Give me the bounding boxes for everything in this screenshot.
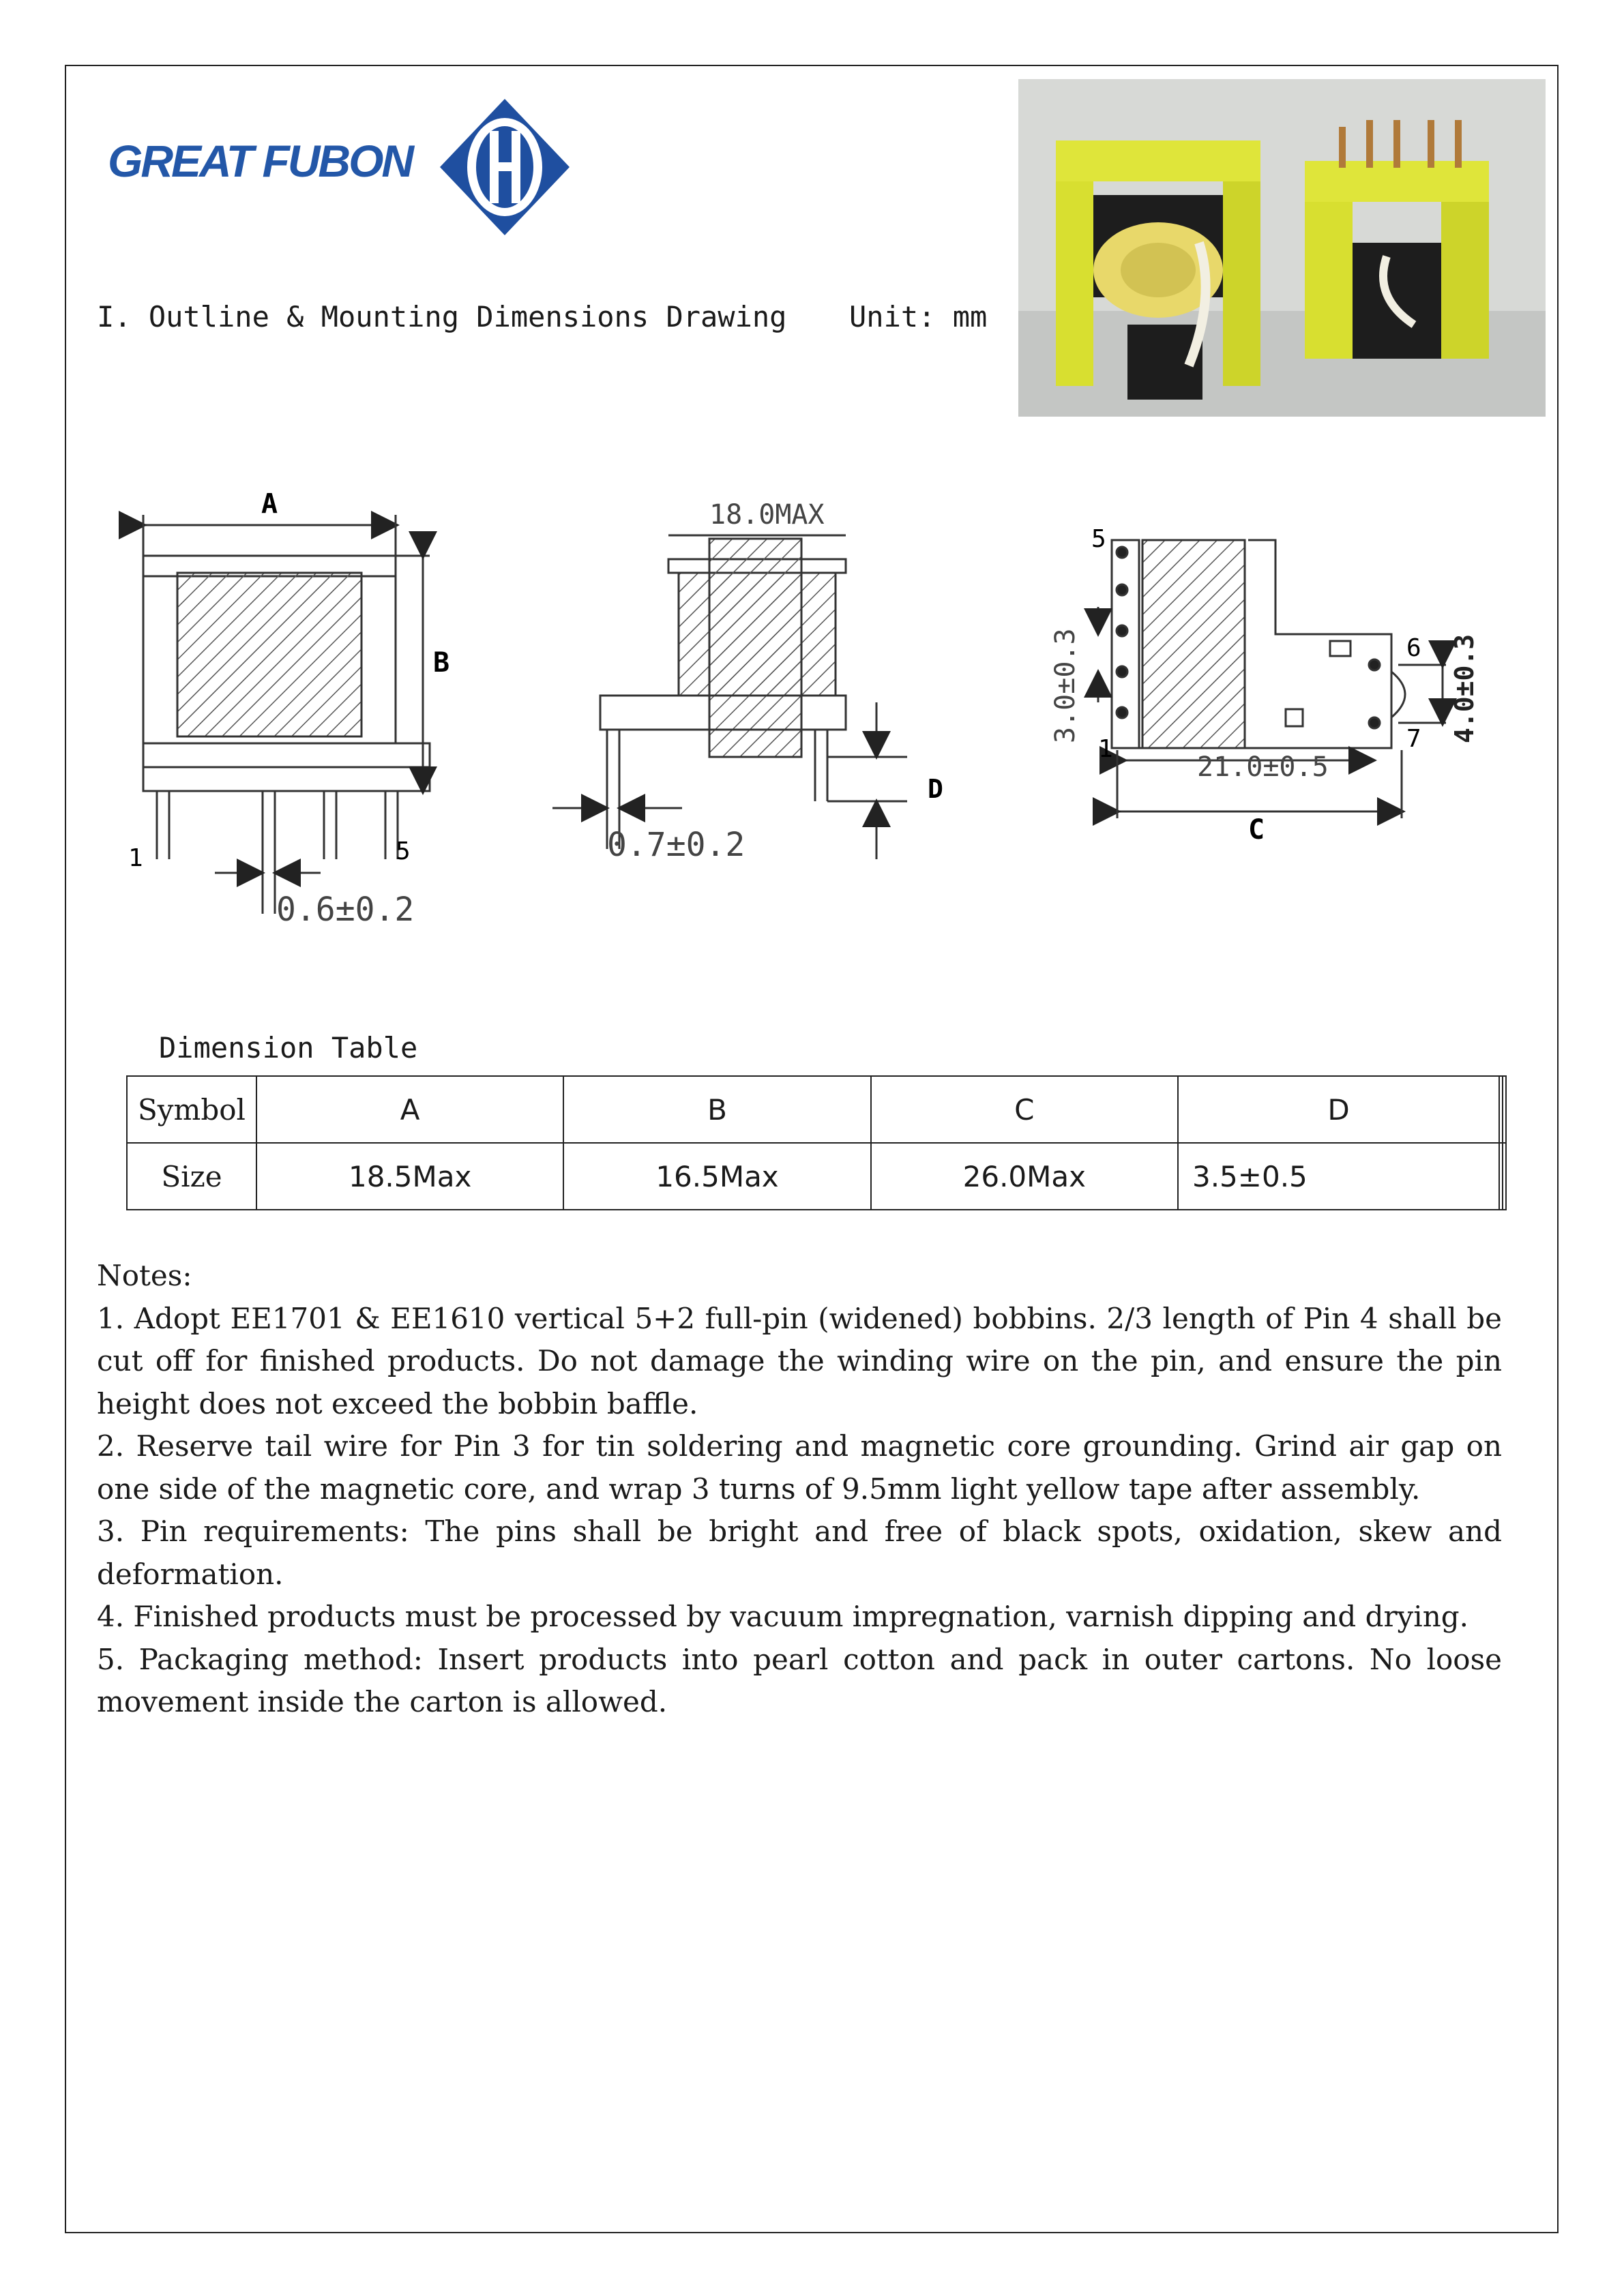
label-c: C bbox=[1248, 814, 1265, 846]
pin-1-label: 1 bbox=[128, 844, 143, 872]
note-item: 2. Reserve tail wire for Pin 3 for tin soldering and magnetic core grounding. Grind air gap on one side of the magnetic core, and wrap 3 turns of 9.5mm light yellow tape after assembly. bbox=[97, 1429, 1502, 1506]
unit-label: Unit: mm bbox=[849, 300, 988, 333]
symbol-cell: D bbox=[1178, 1076, 1499, 1143]
outline-dimension-drawing bbox=[116, 477, 1507, 941]
pin-1-side-label: 1 bbox=[1098, 735, 1113, 763]
size-header: Size bbox=[127, 1143, 256, 1210]
table-caption: Dimension Table bbox=[159, 1031, 418, 1064]
symbol-cell bbox=[1503, 1076, 1506, 1143]
dimension-table bbox=[126, 1075, 1507, 1210]
note-item: 1. Adopt EE1701 & EE1610 vertical 5+2 full-pin (widened) bobbins. 2/3 length of Pin 4 shall be cut off for finished products. Do not damage the winding wire on the pin, and ensure the pin height does not exceed the bobbin baffle. bbox=[97, 1301, 1502, 1420]
section-title: I. Outline & Mounting Dimensions Drawing bbox=[97, 300, 787, 333]
max-width-label: 18.0MAX bbox=[709, 499, 825, 531]
gap-tolerance: 4.0±0.3 bbox=[1449, 633, 1479, 743]
size-cell: 18.5Max bbox=[256, 1143, 563, 1210]
note-item: 5. Packaging method: Insert products into pearl cotton and pack in outer cartons. No loose movement inside the carton is allowed. bbox=[97, 1642, 1502, 1718]
note-item: 3. Pin requirements: The pins shall be bright and free of black spots, oxidation, skew and deformation. bbox=[97, 1515, 1502, 1591]
pitch-tolerance: 3.0±0.3 bbox=[1050, 628, 1081, 743]
size-cell: 3.5±0.5 bbox=[1178, 1143, 1499, 1210]
symbol-cell: A bbox=[256, 1076, 563, 1143]
pin-thickness-tolerance: 0.7±0.2 bbox=[607, 826, 745, 864]
span-tolerance: 21.0±0.5 bbox=[1197, 751, 1329, 783]
symbol-cell: B bbox=[563, 1076, 870, 1143]
notes-title: Notes: bbox=[97, 1259, 192, 1292]
pin-5-label: 5 bbox=[396, 837, 411, 865]
side-view bbox=[552, 535, 907, 859]
pin-width-tolerance: 0.6±0.2 bbox=[276, 891, 415, 929]
label-d: D bbox=[928, 774, 943, 804]
pin-6-label: 6 bbox=[1406, 634, 1421, 662]
notes-section bbox=[97, 1255, 1502, 1724]
front-view bbox=[143, 515, 430, 914]
note-item: 4. Finished products must be processed by vacuum impregnation, varnish dipping and drying. bbox=[97, 1600, 1468, 1633]
label-b: B bbox=[433, 647, 450, 679]
size-row bbox=[127, 1143, 1506, 1210]
pin-7-label: 7 bbox=[1406, 725, 1421, 753]
product-photo bbox=[1018, 79, 1546, 417]
size-cell: 26.0Max bbox=[871, 1143, 1178, 1210]
symbol-row bbox=[127, 1076, 1506, 1143]
label-a: A bbox=[261, 488, 278, 520]
symbol-cell: C bbox=[871, 1076, 1178, 1143]
size-cell: 16.5Max bbox=[563, 1143, 870, 1210]
pin-5-top-label: 5 bbox=[1091, 525, 1106, 553]
symbol-header: Symbol bbox=[127, 1076, 256, 1143]
size-cell bbox=[1503, 1143, 1506, 1210]
company-logo-mark bbox=[437, 95, 573, 239]
company-name: GREAT FUBON bbox=[108, 136, 413, 186]
